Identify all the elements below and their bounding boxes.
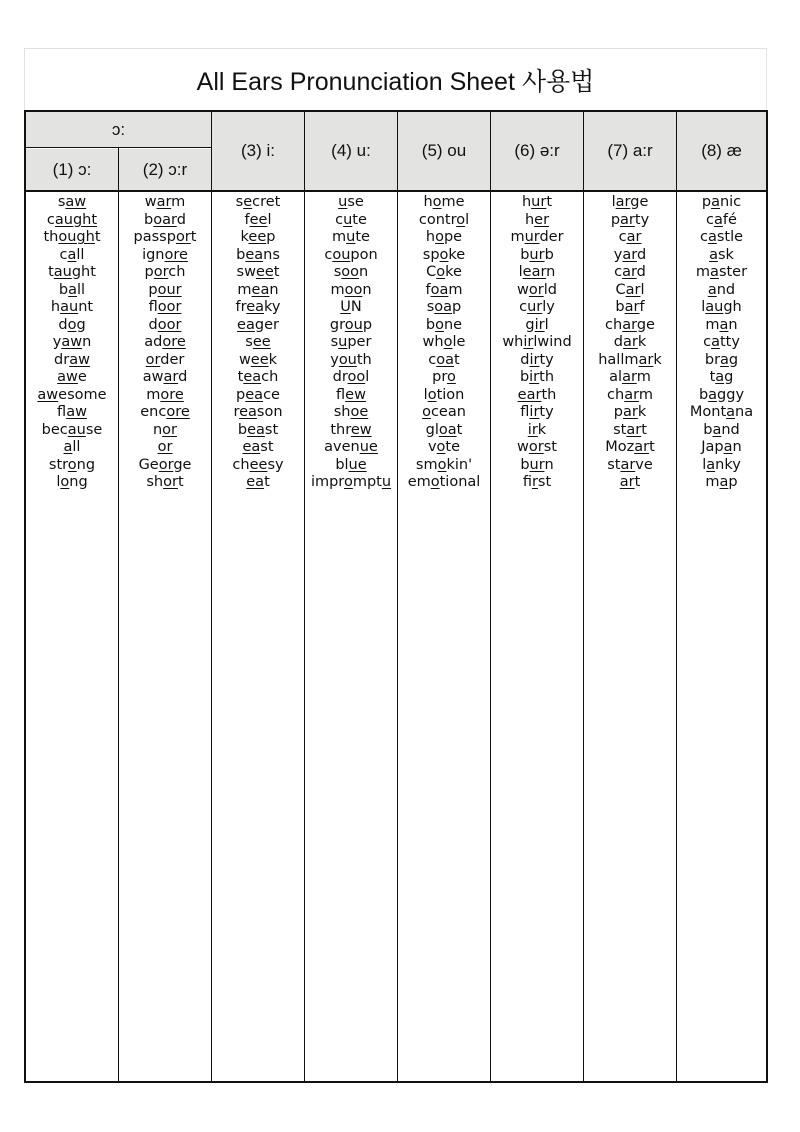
word-item: saw	[57, 194, 87, 210]
word-item: awe	[57, 369, 87, 385]
word-item: avenue	[324, 439, 378, 455]
header-group-o-colon: ɔ:	[26, 112, 211, 147]
word-list-col-7	[584, 194, 676, 492]
word-item: more	[146, 386, 184, 403]
word-item: lanky	[702, 456, 741, 473]
word-item: week	[238, 351, 278, 368]
word-item: curly	[519, 299, 555, 315]
word-item: eat	[246, 474, 270, 490]
word-item: Carl	[615, 281, 645, 298]
word-item: hope	[425, 229, 463, 245]
word-item: Montana	[689, 404, 754, 420]
header-col-2: (2) ɔ:r	[119, 149, 211, 190]
word-item: band	[703, 421, 740, 438]
word-item: flaw	[57, 404, 87, 420]
word-item: yard	[613, 246, 647, 263]
word-item: porch	[144, 264, 186, 280]
word-item: alarm	[609, 369, 651, 385]
word-item: girl	[525, 316, 549, 333]
word-item: emotional	[407, 474, 481, 490]
word-item: party	[610, 211, 650, 228]
word-item: eager	[237, 316, 279, 333]
word-list-col-6	[491, 194, 583, 492]
word-item: man	[705, 316, 738, 333]
word-item: map	[705, 474, 738, 490]
word-item: castle	[699, 229, 744, 245]
word-item: use	[338, 194, 364, 210]
word-item: call	[59, 246, 85, 263]
word-item: blue	[335, 456, 367, 473]
header-col-4: (4) u:	[305, 112, 397, 190]
word-item: her	[524, 211, 550, 228]
word-item: birth	[519, 369, 555, 385]
word-item: feel	[244, 211, 272, 228]
word-item: lotion	[423, 386, 465, 403]
word-item: taught	[48, 264, 96, 280]
word-item: soon	[333, 264, 369, 280]
word-item: keep	[240, 229, 276, 245]
word-item: encore	[140, 404, 190, 420]
word-item: nor	[152, 421, 178, 438]
word-item: drool	[332, 369, 370, 385]
word-item: haunt	[50, 299, 94, 315]
word-item: peace	[236, 386, 280, 403]
word-item: pro	[432, 369, 456, 385]
header-col-1: (1) ɔ:	[26, 149, 118, 190]
word-item: dark	[613, 334, 647, 350]
word-item: strong	[48, 456, 96, 473]
word-item: Mozart	[605, 439, 655, 455]
word-item: murder	[510, 229, 564, 245]
word-item: ignore	[142, 246, 188, 263]
word-item: park	[613, 404, 647, 420]
word-item: threw	[330, 421, 372, 438]
word-item: cute	[335, 211, 367, 228]
word-item: impromptu	[310, 474, 392, 490]
word-item: gloat	[425, 421, 463, 438]
word-item: thought	[43, 229, 101, 245]
word-item: whole	[422, 334, 466, 350]
word-item: starve	[607, 456, 653, 473]
word-list-col-4	[305, 194, 397, 492]
word-item: ocean	[422, 404, 466, 420]
header-col-3: (3) i:	[212, 112, 304, 190]
word-item: charge	[605, 316, 655, 333]
word-item: mute	[332, 229, 370, 245]
word-item: dog	[58, 316, 86, 333]
word-item: Japan	[701, 439, 742, 455]
header-subdivider	[26, 147, 212, 148]
word-list-col-1	[26, 194, 118, 492]
word-item: start	[613, 421, 647, 438]
word-item: baggy	[698, 386, 745, 403]
word-item: board	[144, 211, 186, 228]
word-item: long	[56, 474, 88, 490]
word-item: award	[142, 369, 188, 385]
word-item: door	[148, 316, 182, 333]
word-item: because	[41, 421, 103, 438]
word-item: or	[157, 439, 173, 455]
word-item: panic	[701, 194, 742, 210]
word-item: Coke	[426, 264, 462, 280]
word-list-col-3	[212, 194, 304, 492]
word-item: passport	[133, 229, 197, 245]
word-item: smokin'	[415, 456, 473, 473]
word-item: world	[517, 281, 557, 298]
word-item: bone	[425, 316, 463, 333]
word-item: order	[145, 351, 185, 368]
word-item: foam	[425, 281, 463, 298]
word-item: awesome	[37, 386, 107, 403]
word-item: café	[706, 211, 737, 228]
word-item: flirty	[520, 404, 554, 420]
word-item: pour	[148, 281, 182, 298]
word-item: tag	[709, 369, 734, 385]
word-item: super	[330, 334, 372, 350]
word-item: yawn	[52, 334, 92, 350]
word-item: warm	[144, 194, 186, 210]
word-item: master	[695, 264, 748, 280]
header-bottom-rule	[26, 190, 766, 192]
pronunciation-table	[24, 110, 768, 1083]
word-item: see	[245, 334, 271, 350]
word-item: barf	[615, 299, 645, 315]
word-item: laugh	[701, 299, 742, 315]
word-item: sweet	[236, 264, 280, 280]
word-item: ask	[709, 246, 734, 263]
header-col-6: (6) ə:r	[491, 112, 583, 190]
word-item: earth	[517, 386, 557, 403]
word-item: adore	[144, 334, 186, 350]
word-item: flew	[336, 386, 366, 403]
word-item: catty	[703, 334, 740, 350]
word-item: beans	[236, 246, 280, 263]
word-item: art	[619, 474, 641, 490]
word-item: short	[146, 474, 184, 490]
word-item: George	[138, 456, 192, 473]
word-item: hallmark	[598, 351, 662, 368]
word-item: all	[63, 439, 81, 455]
word-item: cheesy	[232, 456, 284, 473]
word-item: learn	[518, 264, 556, 280]
header-col-5: (5) ou	[398, 112, 490, 190]
word-item: UN	[340, 299, 362, 315]
word-item: worst	[517, 439, 557, 455]
pronunciation-sheet	[24, 48, 767, 1082]
word-item: mean	[237, 281, 279, 298]
word-item: burb	[520, 246, 554, 263]
word-item: large	[611, 194, 649, 210]
header-col-8: (8) æ	[677, 112, 766, 190]
word-item: dirty	[520, 351, 554, 368]
word-item: ball	[58, 281, 86, 298]
word-list-col-8	[677, 194, 766, 492]
word-item: first	[522, 474, 552, 490]
word-item: irk	[527, 421, 547, 438]
word-item: reason	[233, 404, 283, 420]
word-item: soap	[426, 299, 462, 315]
word-item: and	[707, 281, 736, 298]
word-item: caught	[46, 211, 98, 228]
word-item: youth	[330, 351, 372, 368]
word-item: home	[423, 194, 465, 210]
word-item: control	[418, 211, 470, 228]
word-item: car	[618, 229, 642, 245]
word-item: hurt	[521, 194, 553, 210]
word-item: burn	[520, 456, 554, 473]
word-item: draw	[54, 351, 90, 368]
word-item: whirlwind	[502, 334, 572, 350]
word-list-col-5	[398, 194, 490, 492]
word-item: freaky	[235, 299, 281, 315]
word-item: card	[614, 264, 646, 280]
word-item: vote	[427, 439, 461, 455]
word-item: group	[329, 316, 373, 333]
word-item: spoke	[422, 246, 466, 263]
word-item: east	[242, 439, 274, 455]
word-item: charm	[607, 386, 653, 403]
header-col-7: (7) a:r	[584, 112, 676, 190]
word-item: coupon	[324, 246, 378, 263]
word-item: shoe	[333, 404, 369, 420]
word-item: teach	[237, 369, 279, 385]
word-item: beast	[237, 421, 279, 438]
page-title: All Ears Pronunciation Sheet 사용법	[196, 67, 595, 96]
word-list-col-2	[119, 194, 211, 492]
word-item: floor	[148, 299, 182, 315]
word-item: secret	[235, 194, 281, 210]
word-item: moon	[330, 281, 372, 298]
word-item: coat	[428, 351, 460, 368]
word-item: brag	[704, 351, 739, 368]
